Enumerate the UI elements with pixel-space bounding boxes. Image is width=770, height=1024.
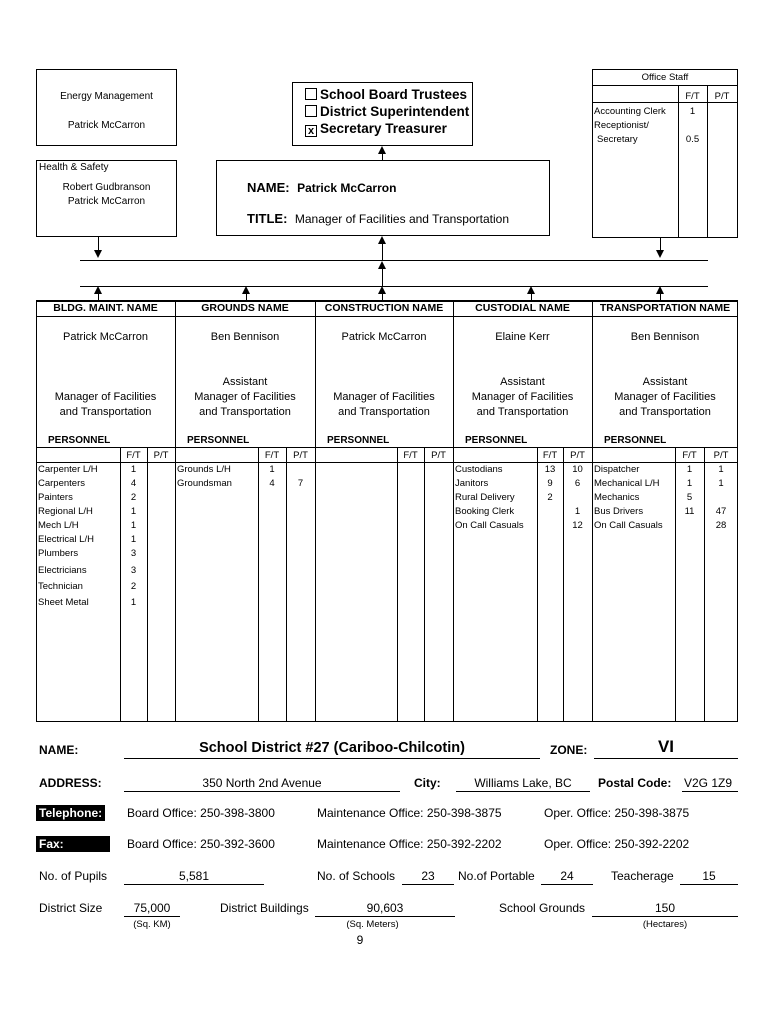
portable: 24 <box>560 869 574 883</box>
personnel-ft: 4 <box>269 478 275 489</box>
dept-title-line1: Assistant <box>500 376 545 388</box>
office-staff-box <box>592 69 738 238</box>
personnel-ft: 1 <box>686 478 693 489</box>
personnel-role: Regional L/H <box>38 506 93 517</box>
postal-code: V2G 1Z9 <box>684 776 733 790</box>
schools-line <box>402 884 454 885</box>
connector <box>98 293 99 300</box>
manager-title-row <box>247 210 509 228</box>
buildings-unit: (Sq. Meters) <box>346 919 399 930</box>
office-role: Receptionist/ <box>594 120 649 131</box>
divider <box>315 300 316 722</box>
divider <box>424 447 425 722</box>
teacherage-label: Teacherage <box>611 869 674 883</box>
personnel-role: Booking Clerk <box>455 506 515 517</box>
divider <box>147 447 148 722</box>
checkbox[interactable] <box>305 105 317 117</box>
dept-title-line3: and Transportation <box>338 406 430 418</box>
personnel-ft: 1 <box>130 464 137 475</box>
personnel-ft: 2 <box>547 492 553 503</box>
col-pt: P/T <box>153 450 169 461</box>
size-label: District Size <box>39 901 103 915</box>
tel-board: Board Office: 250-398-3800 <box>127 806 275 820</box>
personnel-pt: 1 <box>574 506 581 517</box>
office-ft: 0.5 <box>685 134 700 145</box>
divider <box>36 316 175 317</box>
personnel-role: Sheet Metal <box>38 597 89 608</box>
tel-oper: Oper. Office: 250-398-3875 <box>544 806 690 820</box>
health-name: Patrick McCarron <box>67 196 146 207</box>
personnel-ft: 3 <box>130 565 137 576</box>
personnel-pt: 1 <box>718 478 724 489</box>
office-role: Accounting Clerk <box>594 106 666 117</box>
personnel-pt: 28 <box>715 520 727 531</box>
connector <box>382 293 383 300</box>
city: Williams Lake, BC <box>474 776 572 790</box>
office-ft: 1 <box>689 106 696 117</box>
personnel-pt: 12 <box>572 520 583 531</box>
district-name-line <box>124 758 540 759</box>
zone-label: ZONE: <box>550 743 588 757</box>
option-label: Secretary Treasurer <box>320 121 447 136</box>
personnel-ft: 5 <box>686 492 693 503</box>
personnel-role: Grounds L/H <box>177 464 231 475</box>
personnel-role: Janitors <box>455 478 489 489</box>
dept-title-line2: Manager of Facilities <box>614 391 716 403</box>
personnel-role: Mech L/H <box>38 520 79 531</box>
manager-name-row <box>247 179 396 197</box>
dept-header: BLDG. MAINT. NAME <box>53 302 158 314</box>
dept-title-line2: Manager of Facilities <box>333 391 435 403</box>
personnel-label: PERSONNEL <box>465 435 528 446</box>
manager-name: Patrick McCarron <box>297 181 397 195</box>
option-school-board <box>305 87 467 102</box>
telephone-label: Telephone: <box>36 805 105 821</box>
fax-label: Fax: <box>36 836 110 852</box>
divider <box>453 316 592 317</box>
dept-title-line3: and Transportation <box>476 406 569 418</box>
divider <box>175 316 315 317</box>
col-ft: F/T <box>682 450 697 461</box>
dept-title-line3: and Transportation <box>619 406 711 418</box>
connector <box>382 243 383 260</box>
dept-name: Elaine Kerr <box>495 331 550 343</box>
personnel-role: On Call Casuals <box>594 520 663 531</box>
dept-title-line2: Manager of Facilities <box>194 391 296 403</box>
divider <box>175 300 176 722</box>
personnel-ft: 2 <box>130 581 137 592</box>
personnel-role: Electricians <box>38 565 87 576</box>
personnel-role: Dispatcher <box>594 464 640 475</box>
fax-board: Board Office: 250-392-3600 <box>127 837 275 851</box>
personnel-ft: 11 <box>684 506 695 517</box>
address-line <box>124 791 400 792</box>
divider <box>593 85 737 86</box>
district-name: School District #27 (Cariboo-Chilcotin) <box>199 740 465 756</box>
dept-title-line1: Assistant <box>642 376 688 388</box>
grounds-unit: (Hectares) <box>642 919 688 930</box>
dept-header: CUSTODIAL NAME <box>475 302 570 314</box>
personnel-ft: 3 <box>130 548 137 559</box>
dept-name: Ben Bennison <box>630 331 700 343</box>
col-pt: P/T <box>713 450 729 461</box>
option-secretary-treasurer <box>305 121 447 137</box>
fax-oper: Oper. Office: 250-392-2202 <box>544 837 690 851</box>
manager-name-label: NAME: <box>247 180 290 195</box>
personnel-role: Custodians <box>455 464 503 475</box>
dept-title-line3: and Transportation <box>59 406 152 418</box>
personnel-ft: 1 <box>269 464 275 475</box>
manager-title-label: TITLE: <box>247 211 288 226</box>
zone: VI <box>657 737 675 756</box>
teacherage-line <box>680 884 738 885</box>
personnel-pt: 6 <box>574 478 581 489</box>
connector <box>80 286 708 287</box>
divider <box>36 447 738 448</box>
connector <box>80 260 708 261</box>
zone-line <box>594 758 738 759</box>
checkbox[interactable]: x <box>305 125 317 137</box>
personnel-role: Mechanical L/H <box>594 478 660 489</box>
dept-header: GROUNDS NAME <box>201 302 289 314</box>
personnel-role: On Call Casuals <box>455 520 524 531</box>
grounds: 150 <box>654 901 676 915</box>
personnel-role: Groundsman <box>177 478 232 489</box>
dept-name: Patrick McCarron <box>63 331 148 343</box>
personnel-ft: 13 <box>544 464 556 475</box>
personnel-ft: 1 <box>130 597 137 608</box>
dept-header: CONSTRUCTION NAME <box>324 302 444 314</box>
dept-title-line2: Manager of Facilities <box>54 391 157 403</box>
schools: 23 <box>421 869 435 883</box>
manager-title: Manager of Facilities and Transportation <box>294 212 510 226</box>
connector <box>531 293 532 300</box>
divider <box>397 447 398 722</box>
address: 350 North 2nd Avenue <box>202 776 322 790</box>
col-ft: F/T <box>403 450 418 461</box>
city-label: City: <box>414 776 441 790</box>
dept-name: Patrick McCarron <box>341 331 427 343</box>
divider <box>593 102 737 103</box>
personnel-ft: 4 <box>130 478 137 489</box>
divider <box>592 300 593 722</box>
col-ft: F/T <box>685 91 700 102</box>
buildings-label: District Buildings <box>220 901 309 915</box>
city-line <box>456 791 590 792</box>
divider <box>36 462 738 463</box>
tel-maint: Maintenance Office: 250-398-3875 <box>317 806 502 820</box>
personnel-role: Carpenters <box>38 478 85 489</box>
arrow-down-icon <box>94 250 102 258</box>
personnel-ft: 1 <box>130 506 137 517</box>
connector <box>382 268 383 286</box>
col-pt: P/T <box>714 91 730 102</box>
divider <box>315 316 453 317</box>
personnel-label: PERSONNEL <box>604 435 667 446</box>
personnel-pt: 47 <box>715 506 727 517</box>
reporting-box <box>292 82 473 146</box>
personnel-ft: 9 <box>547 478 553 489</box>
energy-name: Patrick McCarron <box>67 120 146 131</box>
personnel-role: Carpenter L/H <box>38 464 98 475</box>
district-name-label: NAME: <box>39 743 79 757</box>
buildings-line <box>315 916 455 917</box>
office-staff-title: Office Staff <box>641 72 689 83</box>
fax-maint: Maintenance Office: 250-392-2202 <box>317 837 502 851</box>
dept-title-line2: Manager of Facilities <box>471 391 574 403</box>
address-label: ADDRESS: <box>39 776 102 790</box>
manager-box <box>216 160 550 236</box>
energy-management-box <box>36 69 177 146</box>
grounds-label: School Grounds <box>499 901 586 915</box>
divider <box>707 85 708 237</box>
pupils: 5,581 <box>178 869 210 883</box>
col-pt: P/T <box>293 450 308 461</box>
grounds-line <box>592 916 738 917</box>
col-ft: F/T <box>542 450 558 461</box>
postal-label: Postal Code: <box>598 776 672 790</box>
size-unit: (Sq. KM) <box>133 919 171 930</box>
energy-title: Energy Management <box>60 91 153 102</box>
health-name: Robert Gudbranson <box>62 182 151 193</box>
personnel-label: PERSONNEL <box>48 435 111 446</box>
personnel-role: Bus Drivers <box>594 506 644 517</box>
col-pt: P/T <box>431 450 446 461</box>
connector <box>660 293 661 300</box>
personnel-role: Painters <box>38 492 73 503</box>
personnel-label: PERSONNEL <box>187 435 250 446</box>
size-line <box>124 916 180 917</box>
personnel-label: PERSONNEL <box>327 435 390 446</box>
portable-line <box>541 884 593 885</box>
personnel-pt: 1 <box>718 464 724 475</box>
divider <box>453 300 454 722</box>
dept-header: TRANSPORTATION NAME <box>599 302 731 314</box>
dept-name: Ben Bennison <box>210 331 280 343</box>
personnel-role: Technician <box>38 581 83 592</box>
connector <box>98 237 99 251</box>
office-role: Secretary <box>597 134 638 145</box>
health-safety-box <box>36 160 177 237</box>
personnel-ft: 2 <box>130 492 137 503</box>
personnel-role: Plumbers <box>38 548 79 559</box>
personnel-role: Electrical L/H <box>38 534 94 545</box>
health-title: Health & Safety <box>39 162 109 173</box>
personnel-pt: 7 <box>297 478 304 489</box>
personnel-role: Rural Delivery <box>455 492 515 503</box>
divider <box>592 316 738 317</box>
connector <box>382 152 383 160</box>
personnel-ft: 1 <box>130 520 137 531</box>
option-label: School Board Trustees <box>320 87 468 102</box>
portable-label: No.of Portable <box>458 869 535 883</box>
checkbox[interactable] <box>305 88 317 100</box>
personnel-ft: 1 <box>686 464 693 475</box>
dept-title-line3: and Transportation <box>199 406 291 418</box>
teacherage: 15 <box>702 869 716 883</box>
size: 75,000 <box>133 901 171 915</box>
pupils-line <box>124 884 264 885</box>
schools-label: No. of Schools <box>317 869 396 883</box>
connector <box>246 293 247 300</box>
personnel-role: Mechanics <box>594 492 640 503</box>
personnel-pt: 10 <box>572 464 583 475</box>
buildings: 90,603 <box>366 901 404 915</box>
dept-title-line1: Assistant <box>222 376 268 388</box>
col-ft: F/T <box>264 450 280 461</box>
arrow-down-icon <box>656 250 664 258</box>
postal-line <box>682 791 738 792</box>
col-pt: P/T <box>570 450 585 461</box>
pupils-label: No. of Pupils <box>39 869 108 883</box>
personnel-ft: 1 <box>130 534 137 545</box>
option-label: District Superintendent <box>320 104 470 119</box>
option-superintendent <box>305 104 469 119</box>
col-ft: F/T <box>126 450 141 461</box>
page-number: 9 <box>356 933 364 947</box>
